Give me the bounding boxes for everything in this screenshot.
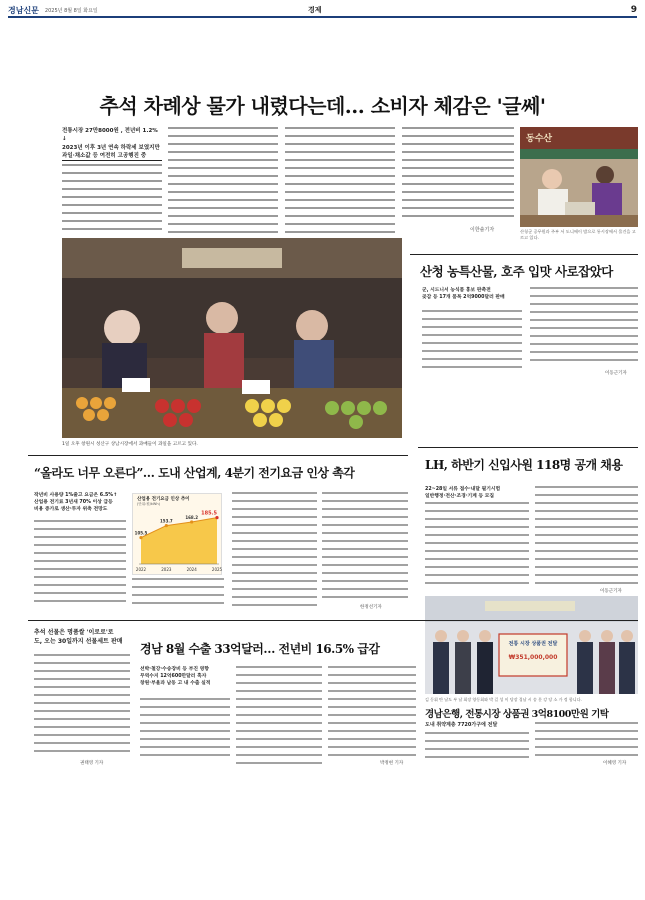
chart-x-tick-label: 2023 bbox=[161, 567, 172, 572]
story1-body-col2 bbox=[168, 127, 278, 237]
story7-subheadline: 도내 취약계층 7720가구에 전달 bbox=[425, 722, 498, 728]
story4-subheadline: 22~28일 서류 접수·내달 필기시험 일반행정·전산·조경·기계 등 모집 bbox=[425, 487, 501, 500]
story3-body-col4 bbox=[322, 492, 408, 602]
story2-subheadline: 군, 시드니서 농식품 홍보 판촉전 곶감 등 17개 품목 2억9000달러 판매 bbox=[422, 288, 505, 301]
story4-headline: LH, 하반기 신입사원 118명 공개 채용 bbox=[425, 458, 623, 472]
story3-body-col2 bbox=[132, 578, 224, 608]
story6-body-col2 bbox=[236, 666, 322, 764]
chart-x-tick-label: 2025 bbox=[211, 567, 223, 572]
section-name: 경제 bbox=[308, 6, 322, 14]
story3-subheadline: 작년비 사용량 1%줄고 요금은 6.5%↑ 산업용 전기료 3년새 70% 이상 급등 비용 증가로 생산·투자 위축 전망도 bbox=[34, 493, 118, 513]
story7-body-col2 bbox=[535, 722, 638, 758]
chart-data-label: 153.7 bbox=[160, 518, 173, 524]
chart-data-label: 168.2 bbox=[185, 514, 198, 520]
ceremony-photo bbox=[425, 596, 638, 694]
chart-x-tick-label: 2024 bbox=[186, 567, 197, 572]
story3-byline: 한정선기자 bbox=[360, 605, 382, 610]
story1-body-col3 bbox=[285, 127, 395, 237]
story4-body-col2 bbox=[535, 486, 638, 586]
story1-body-col1 bbox=[62, 164, 162, 236]
divider bbox=[410, 254, 638, 255]
story3-body-col1 bbox=[34, 520, 126, 606]
chart-data-label: 185.5 bbox=[201, 510, 217, 517]
story6-body-col3 bbox=[328, 666, 416, 756]
story1-headline: 추석 차례상 물가 내렸다는데… 소비자 체감은 '글쎄' bbox=[99, 94, 546, 118]
electricity-rate-chart bbox=[132, 493, 222, 575]
svg-text:동수산: 동수산 bbox=[526, 134, 553, 144]
story1-body-col4 bbox=[402, 127, 514, 223]
chart-point bbox=[139, 536, 142, 539]
story1-byline: 이한솔기자 bbox=[470, 227, 495, 233]
chart-x-tick-label: 2022 bbox=[135, 567, 147, 572]
divider bbox=[28, 455, 408, 456]
chart-point bbox=[165, 524, 168, 527]
chart-data-label: 105.5 bbox=[134, 530, 148, 536]
story7-body-col1 bbox=[425, 732, 529, 762]
chart-title: 산업용 전기요금 인상 추이 bbox=[137, 497, 190, 502]
divider bbox=[418, 447, 638, 448]
chart-plot bbox=[133, 494, 223, 576]
market-vendor-photo bbox=[520, 127, 638, 227]
story1-subheadline: 전통시장 27만8000원 , 전년비 1.2% ↓ 2023년 이후 3년 연속 하락세 보였지만 과일·채소값 등 여전히 고공행진 중 bbox=[62, 128, 160, 159]
story6-headline: 경남 8월 수출 33억달러… 전년비 16.5% 급감 bbox=[140, 642, 380, 656]
paper-name: 경남신문 bbox=[8, 5, 39, 15]
page-number: 9 bbox=[630, 5, 637, 15]
divider bbox=[28, 620, 638, 621]
chart-unit: (단위:원/kWh) bbox=[137, 502, 160, 506]
story5-body-col1 bbox=[34, 654, 130, 758]
story2-headline: 산청 농특산물, 호주 입맛 사로잡았다 bbox=[420, 264, 613, 279]
story5-byline: 권태영 기자 bbox=[80, 761, 104, 766]
story1-photo-caption: 1일 오후 창원시 성산구 상남시장에서 과매들이 과일을 고르고 있다. bbox=[62, 442, 198, 447]
masthead bbox=[8, 4, 637, 18]
story1-inset-caption: 산청군 공무원과 주부 서 도니에이 밤으로 통시장에서 물건을 고르고 있다. bbox=[520, 229, 636, 240]
story4-photo-caption: 김 동휘 탄 남도 부 남 회장 양동회와 박 길 성 이 당장 경남 시 송 분 강 당 소 가 정 합니다. bbox=[425, 697, 582, 702]
story2-byline: 이동근기자 bbox=[605, 371, 627, 376]
story5-headline: 추석 선물은 명품쌀 '이로로'로 도, 오는 30일까지 선물세트 판매 bbox=[34, 629, 123, 645]
fruit-market-photo bbox=[62, 238, 402, 438]
donation-banner-title: 전통 시장 상품권 전달 bbox=[508, 641, 558, 647]
donation-banner-amount: ₩351,000,000 bbox=[508, 654, 558, 661]
issue-date: 2025년 8월 8일 화요일 bbox=[44, 7, 98, 14]
divider bbox=[62, 160, 162, 161]
chart-point bbox=[190, 520, 193, 523]
story6-body-col1 bbox=[140, 698, 230, 762]
story2-body-col1 bbox=[422, 310, 522, 370]
story3-headline: “올라도 너무 오른다”… 도내 산업계, 4분기 전기요금 인상 촉각 bbox=[34, 466, 355, 480]
story7-headline: 경남은행, 전통시장 상품권 3억8100만원 기탁 bbox=[425, 709, 609, 720]
story7-byline: 이혜영 기자 bbox=[603, 761, 627, 766]
story6-byline: 박정현 기자 bbox=[380, 761, 404, 766]
story3-body-col3 bbox=[232, 492, 317, 610]
story4-body-col1 bbox=[425, 502, 529, 588]
story2-body-col2 bbox=[530, 287, 638, 367]
story4-byline: 이동근기자 bbox=[600, 589, 622, 594]
chart-area bbox=[141, 518, 217, 564]
story6-subheadline: 선박·철강·수송장비 등 부진 영향 무역수지 12억600만달러 흑자 창원·부울과 남동 고 내 수출 실적 bbox=[140, 667, 211, 687]
